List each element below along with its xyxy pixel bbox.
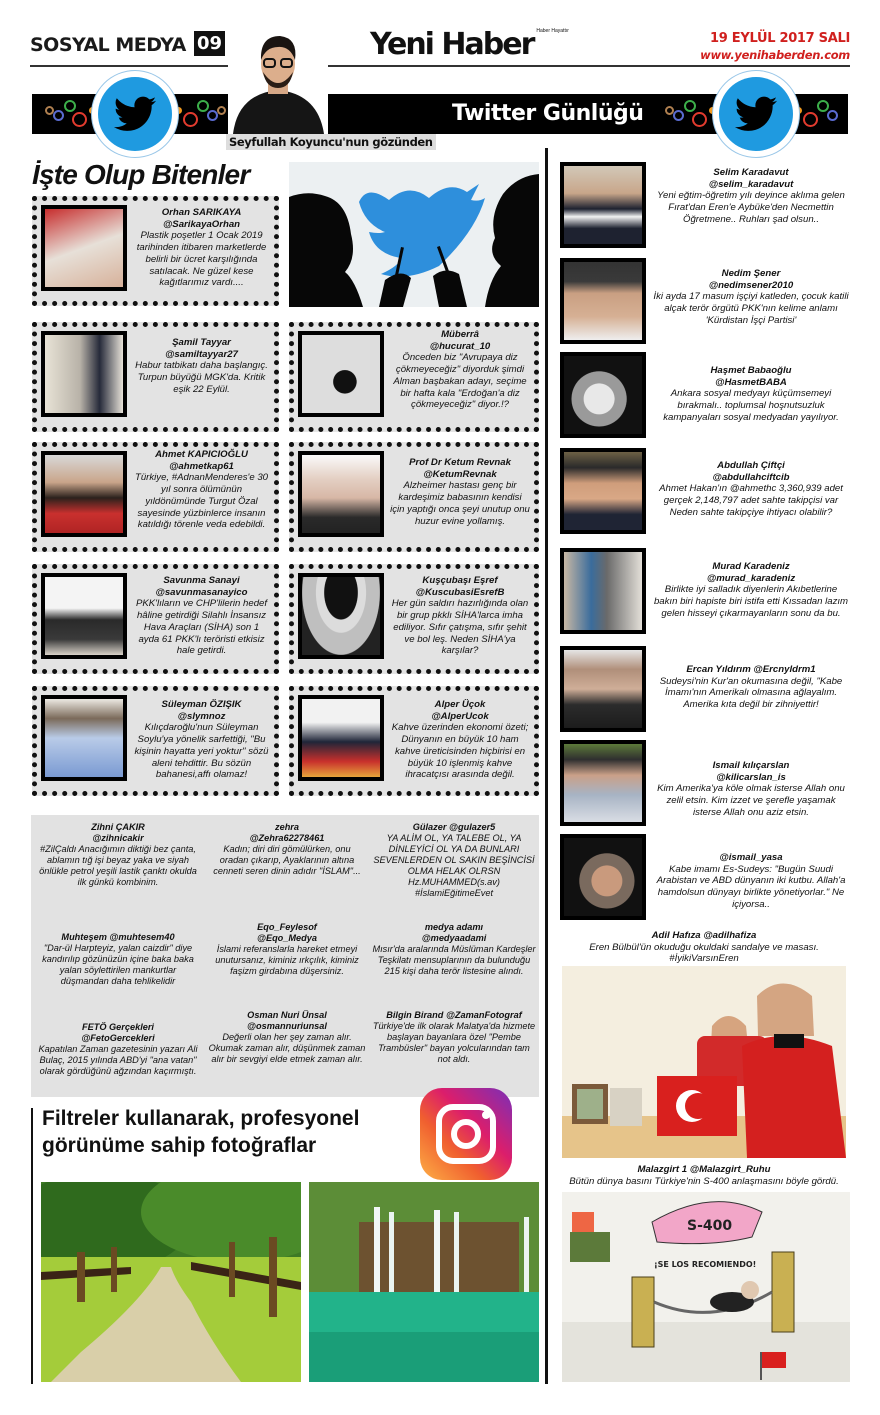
tweet-card (32, 442, 279, 552)
twitter-silhouette-photo (289, 162, 539, 307)
tweet-item (560, 740, 850, 830)
tweet-author: Orhan SARIKAYA (161, 207, 242, 218)
profile-photo (298, 331, 384, 417)
twitter-bird-icon (719, 77, 793, 151)
tweet-text: Değerli olan her şey zaman alır. Okumak zaman alır, düşünmek zaman alır bir sevgiyi elde etmek zaman alır. (208, 1032, 366, 1064)
tweet-author: Ismail kılıçarslan (712, 760, 790, 771)
tweet-author: Süleyman ÖZIŞIK (161, 699, 242, 710)
profile-photo (41, 205, 127, 291)
tweet-handle[interactable]: @selim_karadavut (708, 178, 794, 190)
tweet-author: Ercan Yıldırım (686, 664, 751, 675)
tweet-handle[interactable]: @gulazer5 (449, 822, 496, 832)
profile-photo (560, 258, 646, 344)
tweet-text: Bütün dünya basını Türkiye'nin S-400 anlaşmasını böyle gördü. (569, 1175, 839, 1187)
profile-photo (41, 695, 127, 781)
tweet-text: Sudeysi'nin Kur'an okumasına değil, "Kabe İmamı'nın Amerikalı olmasına ağlayalım. Amerika kıta değil bir zihniyettir! (659, 675, 843, 711)
tweet-author-handle (36, 932, 200, 943)
tweet-card (32, 196, 279, 306)
tweet-author: Nedim Şener (721, 268, 781, 279)
profile-photo (560, 162, 646, 248)
profile-photo (298, 573, 384, 659)
tweet-card (32, 686, 279, 796)
tweet-author: Ahmet KAPICIOĞLU (155, 449, 248, 460)
instagram-icon (420, 1088, 512, 1180)
tweet-text: Türkiye'de ilk olarak Malatya'da hizmete başlayan bayanlara özel "Pembe Trambüsler" bayan yolcularından tam not aldı. (372, 1021, 536, 1064)
banner-title: Twitter Günlüğü (452, 101, 644, 126)
profile-photo (298, 451, 384, 537)
tweet-author-handle (652, 664, 850, 676)
tweet-handle[interactable]: @Ercnyldrm1 (753, 664, 816, 675)
tweet-author-handle (372, 822, 536, 833)
tweet-author: Murad Karadeniz (712, 561, 790, 572)
tweet-handle[interactable]: @savunmasanayico (155, 586, 248, 598)
tweet-text: Kahve üzerinden ekonomi özeti; Dünyanın en büyük 10 ham kahve üreticisinden hiçbirisi en büyük 10 işlenmiş kahve ihracatçısı arasında değil. (391, 722, 529, 781)
page-number: 09 (194, 31, 225, 56)
tweet-handle[interactable]: @Zehra62278461 (249, 833, 325, 843)
tweet-item (36, 932, 200, 987)
profile-photo (560, 548, 646, 634)
tweet-text: "Dar-ül Harpteyiz, yalan caizdir" diye kandırılıp gözünüzün içine baka baka yalan söylettirilen mankurtlar düşmandan daha tehlikelidir (42, 943, 194, 986)
tweet-author: Selim Karadavut (713, 167, 789, 178)
tweet-card (32, 322, 279, 432)
tweet-text: Mısır'da aralarında Müslüman Kardeşler Teşkilatı mensuplarının da bulunduğu 215 kişi daha terör listesine alındı. (372, 944, 536, 976)
tweet-handle[interactable]: @KuscubasiEsrefB (415, 586, 505, 598)
tweet-author: Prof Dr Ketum Revnak (409, 457, 511, 468)
tweet-handle[interactable]: @muhtesem40 (109, 932, 175, 942)
masthead (30, 28, 850, 64)
website-link[interactable]: www.yenihaberden.com (700, 48, 850, 62)
tweet-handle[interactable]: @murad_karadeniz (706, 572, 796, 584)
decorative-rings-right-2 (795, 98, 850, 130)
tweet-author: Savunma Sanayi (163, 575, 240, 586)
tweet-handle[interactable]: @ismail_yasa (719, 852, 783, 863)
newspaper-logo: Yeni Haber (370, 27, 534, 62)
profile-photo (560, 834, 646, 920)
tweet-author: Kuşçubaşı Eşref (422, 575, 498, 586)
tweet-item (372, 922, 536, 977)
tweet-author: Gülazer (412, 822, 447, 832)
tweet-text: Plastik poşetler 1 Ocak 2019 tarihinden itibaren marketlerde belirli bir ücret karşılığında satılacak. Ne güzel kese kağıtlarımız vardı.... (136, 230, 267, 289)
instagram-headline (42, 1105, 412, 1159)
tweet-card (289, 686, 539, 796)
tweet-author: Alper Üçok (434, 699, 486, 710)
tweet-text: Kim Amerika'ya köle olmak isterse Allah onu zelil etsin. Kim izzet ve şerefle yaşamak isterse Allah onu aziz etsin. (657, 783, 845, 818)
tweet-author: zehra (274, 822, 299, 832)
tweet-author: Abdullah Çiftçi (717, 460, 785, 471)
tweet-handle[interactable]: @FetoGercekleri (81, 1033, 155, 1043)
tweet-card (32, 564, 279, 674)
masthead-rule (30, 65, 850, 67)
tweet-item (560, 646, 850, 736)
profile-photo (41, 573, 127, 659)
tweet-item (36, 822, 200, 888)
tweet-item (208, 822, 366, 877)
tweet-handle[interactable]: @Malazgirt_Ruhu (689, 1164, 771, 1175)
tweet-text: Alzheimer hastası genç bir kardeşimiz babasının kendisi için yaptığı onca şeyi unutup onu huzur evine yollamış. (390, 480, 530, 527)
umbrella-label: S-400 (687, 1218, 733, 1234)
tweet-item (556, 930, 852, 965)
tweet-handle[interactable]: @slymnoz (177, 710, 226, 722)
tweet-handle[interactable]: @zihnicakir (92, 833, 144, 843)
tweet-handle[interactable]: @KetumRevnak (423, 468, 497, 480)
tweet-handle[interactable]: @Eqo_Medya (256, 933, 317, 943)
tweet-author: Zihni ÇAKIR (91, 822, 145, 832)
author-photo (228, 32, 328, 134)
tweet-text: İki ayda 17 masum işçiyi katleden, çocuk katili alçak terör örgütü PKK'nın kelime anlamı 'Kürdistan İşçi Partisi' (653, 291, 849, 326)
tweet-author: Şamil Tayyar (172, 337, 231, 348)
tweet-item (372, 822, 536, 899)
headline-line-1: Filtreler kullanarak, profesyonel (42, 1107, 360, 1130)
tweet-text: Ankara sosyal medyayı küçümsemeyi bırakmalı.. toplumsal hoşnutsuzluk kampanyaları sosyal medyadan yayılıyor. (663, 388, 839, 423)
tweet-item (560, 448, 850, 538)
decorative-rings-left-2 (175, 98, 230, 130)
tweet-item (560, 548, 850, 638)
main-title: İşte Olup Bitenler (32, 159, 250, 190)
tweet-text: Habur tatbikatı daha başlangıç. Turpun büyüğü MGK'da. Kritik eşik 22 Eylül. (135, 360, 268, 395)
tweet-text: Birlikte iyi salladık diyenlerin Akıbetlerine bakın biri hapiste biri istifa etti Kıssadan lazım gelen hisseyi çıkarmayanların sonu da bu. (653, 584, 849, 619)
tweet-author: Haşmet Babaoğlu (710, 365, 792, 376)
twitter-bird-icon (98, 77, 172, 151)
profile-photo (560, 740, 646, 826)
tweet-author: Osman Nuri Ünsal (247, 1010, 327, 1020)
tweet-author-handle (556, 930, 852, 942)
profile-photo (41, 331, 127, 417)
decorative-rings-left (45, 98, 100, 130)
tweet-card (289, 322, 539, 432)
tweet-text: Her gün saldırı hazırlığında olan bir grup pkklı SİHA'larca imha ediliyor. Sıfır çatışma, sıfır şehit ve bol leş. Neden SİHA'ya karşılar? (391, 598, 529, 657)
tweet-text: PKK'lıların ve CHP'lilerin hedef hâline getirdiği Silahlı İnsansız Hava Araçları (SİHA) son 1 ayda 61 PKK'lı teröristi etkisiz hale getirdi. (135, 598, 268, 657)
tweet-text: Yeni eğtim-öğretim yılı deyince aklıma gelen Fırat'dan Eren'e Aybüke'den Necmettin Öğretmene.. Ruhları şad olsun.. (657, 190, 845, 225)
tweet-handle[interactable]: @AlperUcok (431, 710, 489, 722)
tweet-text: Kılıçdaroğlu'nun Süleyman Soylu'ya yönelik sarfettiği, "Bu kişinin hayatta yeri yoktur" sözü aleni tehdittir. Bu sözün bahanesi,affı olamaz! (134, 722, 269, 781)
tweet-handle[interactable]: @medyaadami (421, 933, 487, 943)
tweet-author: medya adamı (424, 922, 484, 932)
logo-group (370, 28, 569, 62)
author-caption: Seyfullah Koyuncu'nun gözünden (226, 134, 436, 150)
tweet-text: Önceden biz "Avrupaya diz çökmeyeceğiz" diyorduk şimdi Alman başbakan adayı, seçime bir hafta kala "Erdoğan'a diz çökmeyeceğiz" diyor.!? (393, 352, 527, 411)
cartoon-speech: ¡SE LOS RECOMIENDO! (654, 1260, 757, 1269)
tweet-author: Müberrâ (441, 329, 479, 340)
tweet-author-handle (556, 1164, 852, 1176)
tweet-item (556, 1164, 852, 1187)
tweet-item (208, 922, 366, 977)
tree-lined-road-photo (41, 1182, 301, 1382)
tweet-author: Adil Hafıza (651, 930, 701, 941)
tweet-item (560, 162, 850, 252)
section-title: SOSYAL MEDYA (30, 34, 186, 56)
tweet-text: İslami referanslarla hareket etmeyi unutursanız, kiminiz ırkçılık, kiminiz faşizm girdabına düşersiniz. (215, 944, 359, 976)
issue-date: 19 EYLÜL 2017 SALI (710, 31, 850, 46)
tweet-handle[interactable]: @SarikayaOrhan (162, 218, 241, 230)
tweet-handle[interactable]: @nedimsener2010 (708, 279, 794, 291)
tweet-item (372, 1010, 536, 1065)
tweet-author: Bilgin Birand (386, 1010, 444, 1020)
tweet-item (560, 258, 850, 348)
tweet-handle[interactable]: @samiltayyar27 (165, 348, 238, 360)
tweet-author: Malazgirt 1 (637, 1164, 688, 1175)
tweet-author-handle (372, 1010, 536, 1021)
classroom-photo (562, 966, 846, 1158)
s400-cartoon (562, 1192, 850, 1382)
tweet-author: Muhteşem (61, 932, 107, 942)
tweet-handle[interactable]: @hucurat_10 (429, 340, 491, 352)
tweet-text: Türkiye, #AdnanMenderes'e 30 yıl sonra ölümünün yıldönümünde Turgut Özal sayesinde yüzbinlerce insanın katıldığı törenle veda edebildi. (134, 472, 269, 531)
tweet-handle[interactable]: @kilicarslan_is (716, 771, 786, 783)
logo-tagline: Haber Hayattır (536, 28, 569, 34)
decorative-rings-right (665, 98, 720, 130)
tweet-text: Kadın; diri diri gömülürken, onu oradan çıkarıp, Ayaklarının altına cenneti seren dinin adıdır "İSLAM"... (213, 844, 361, 876)
tweet-author: FETÖ Gerçekleri (81, 1022, 154, 1032)
tweet-card (289, 564, 539, 674)
tweet-handle[interactable]: @ahmetkap61 (169, 460, 234, 472)
tweet-text: Eren Bülbül'ün okuduğu okuldaki sandalye ve masası. #İyikiVarsınEren (589, 941, 819, 965)
tweet-text: YA ALİM OL, YA TALEBE OL, YA DİNLEYİCİ OL YA DA BUNLARI SEVENLERDEN OL SAKIN BEŞİNCİSİ OLMA HELAK OLRSN Hz.MUHAMMED(s.av) #İslamiEğitimeEvet (373, 833, 535, 898)
profile-photo (298, 695, 384, 781)
tweet-item (36, 1022, 200, 1077)
profile-photo (560, 448, 646, 534)
tweet-item (208, 1010, 366, 1065)
tweet-card (289, 442, 539, 552)
profile-photo (41, 451, 127, 537)
tweet-text: Kapatılan Zaman gazetesinin yazarı Ali Bulaç, 2015 yılında ABD'yi "ana vatan" olarak gördüğünü ağzından kaçırmıştı. (38, 1044, 198, 1076)
instagram-section-rule (31, 1108, 33, 1384)
tweet-text: #ZilÇaldı Anacığımın diktiği bez çanta, ablamın tığ işi beyaz yaka ve siyah önlükle petrol yeşili lastik çanktı okulda ilk günkü kombinim. (39, 844, 197, 887)
tweet-handle[interactable]: @abdullahciftcib (712, 471, 790, 483)
tweet-text: Kabe imamı Es-Sudeys: "Bugün Suudi Arabistan ve ABD dünyanın iki kutbu. Allah'a hamdolsun dünyayı birlikte yönetiyorlar." Ne içiyorsa.. (656, 863, 846, 910)
profile-photo (560, 646, 646, 732)
tweet-handle[interactable]: @ZamanFotograf (445, 1010, 522, 1020)
tweet-handle[interactable]: @osmannuriunsal (247, 1021, 327, 1031)
tweet-text: Ahmet Hakan'ın @ahmethc 3,360,939 adet gerçek 2,148,797 adet sahte takipçisi var Neden sahte takipçiye ihtiyacı olabilir? (659, 483, 843, 518)
tweet-item (560, 834, 850, 924)
tweet-author: Eqo_Feylesof (257, 922, 317, 932)
tweet-handle[interactable]: @HasmetBABA (715, 376, 787, 388)
tweet-handle[interactable]: @adilhafiza (703, 930, 757, 941)
tweet-item (560, 352, 850, 442)
headline-line-2: görünüme sahip fotoğraflar (42, 1134, 317, 1157)
profile-photo (560, 352, 646, 438)
column-divider (545, 148, 548, 1384)
waterfall-lake-photo (309, 1182, 539, 1382)
